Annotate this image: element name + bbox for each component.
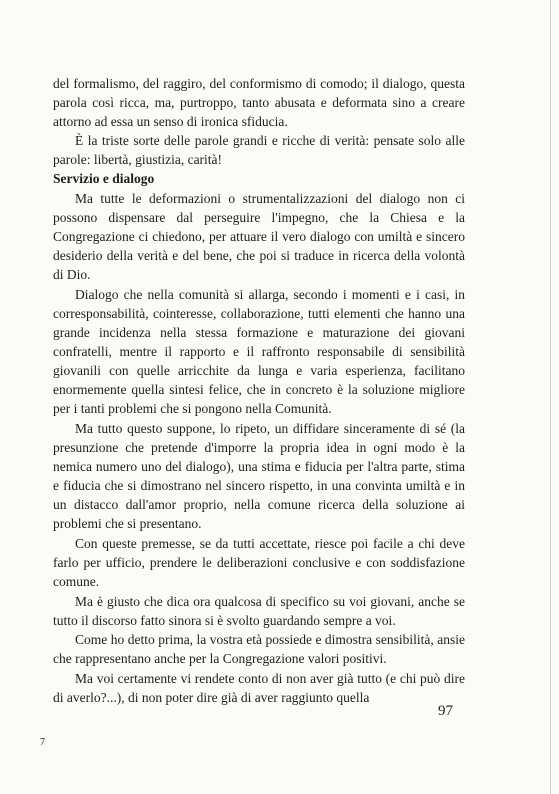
signature-mark: 7 xyxy=(40,737,45,748)
paragraph: Come ho detto prima, la vostra età possiede e dimostra sensibilità, ansie che rappresentano anche per la Congregazione valori positivi. xyxy=(53,632,465,667)
page-number: 97 xyxy=(438,703,453,719)
paragraph-continuation: del formalismo, del raggiro, del conformismo di comodo; il dialogo, questa parola così ricca, ma, purtroppo, tanto abusata e deformata sino a creare attorno ad essa un senso di ironica sfiducia. xyxy=(53,76,465,130)
paragraph: È la triste sorte delle parole grandi e ricche di verità: pensate solo alle parole: libertà, giustizia, carità! xyxy=(53,133,465,168)
paragraph: Con queste premesse, se da tutti accettate, riesce poi facile a chi deve farlo per ufficio, prendere le deliberazioni conclusive e con soddisfazione comune. xyxy=(53,535,465,589)
section-heading: Servizio e dialogo xyxy=(53,171,155,187)
page-edge-divider xyxy=(550,0,551,794)
paragraph: Dialogo che nella comunità si allarga, secondo i momenti e i casi, in corresponsabilità, cointeresse, collaborazione, tutti elementi che hanno una grande incidenza nella stessa formazione e maturazione dei giovani confratelli, mentre il rapporto e il raffronto responsabile di sensibilità giovanili con quelle arricchite da lunga e varia esperienza, facilitano enormemente quella sintesi felice, che in concreto è la soluzione migliore per i tanti problemi che si pongono nella Comunità. xyxy=(53,286,465,417)
paragraph: Ma tutte le deformazioni o strumentalizzazioni del dialogo non ci possono dispensare dal perseguire l'impegno, che la Chiesa e la Congregazione ci chiedono, per attuare il vero dialogo con umiltà e sincero desiderio della verità e del bene, che poi si traduce in ricerca della volontà di Dio. xyxy=(53,190,465,282)
body-text xyxy=(53,74,465,707)
paragraph: Ma voi certamente vi rendete conto di non aver già tutto (e chi può dire di averlo?...), di non poter dire già di aver raggiunto quella xyxy=(53,670,465,705)
paragraph: Ma è giusto che dica ora qualcosa di specifico su voi giovani, anche se tutto il discorso fatto sinora si è svolto guardando sempre a voi. xyxy=(53,593,465,628)
paragraph: Ma tutto questo suppone, lo ripeto, un diffidare sinceramente di sé (la presunzione che pretende d'imporre la propria idea in ogni modo è la nemica numero uno del dialogo), una stima e fiducia per l'altra parte, stima e fiducia che si dimostrano nel sincero rispetto, in una convinta umiltà e in un distacco dall'amor proprio, nella comune ricerca della soluzione ai problemi che si presentano. xyxy=(53,420,465,532)
